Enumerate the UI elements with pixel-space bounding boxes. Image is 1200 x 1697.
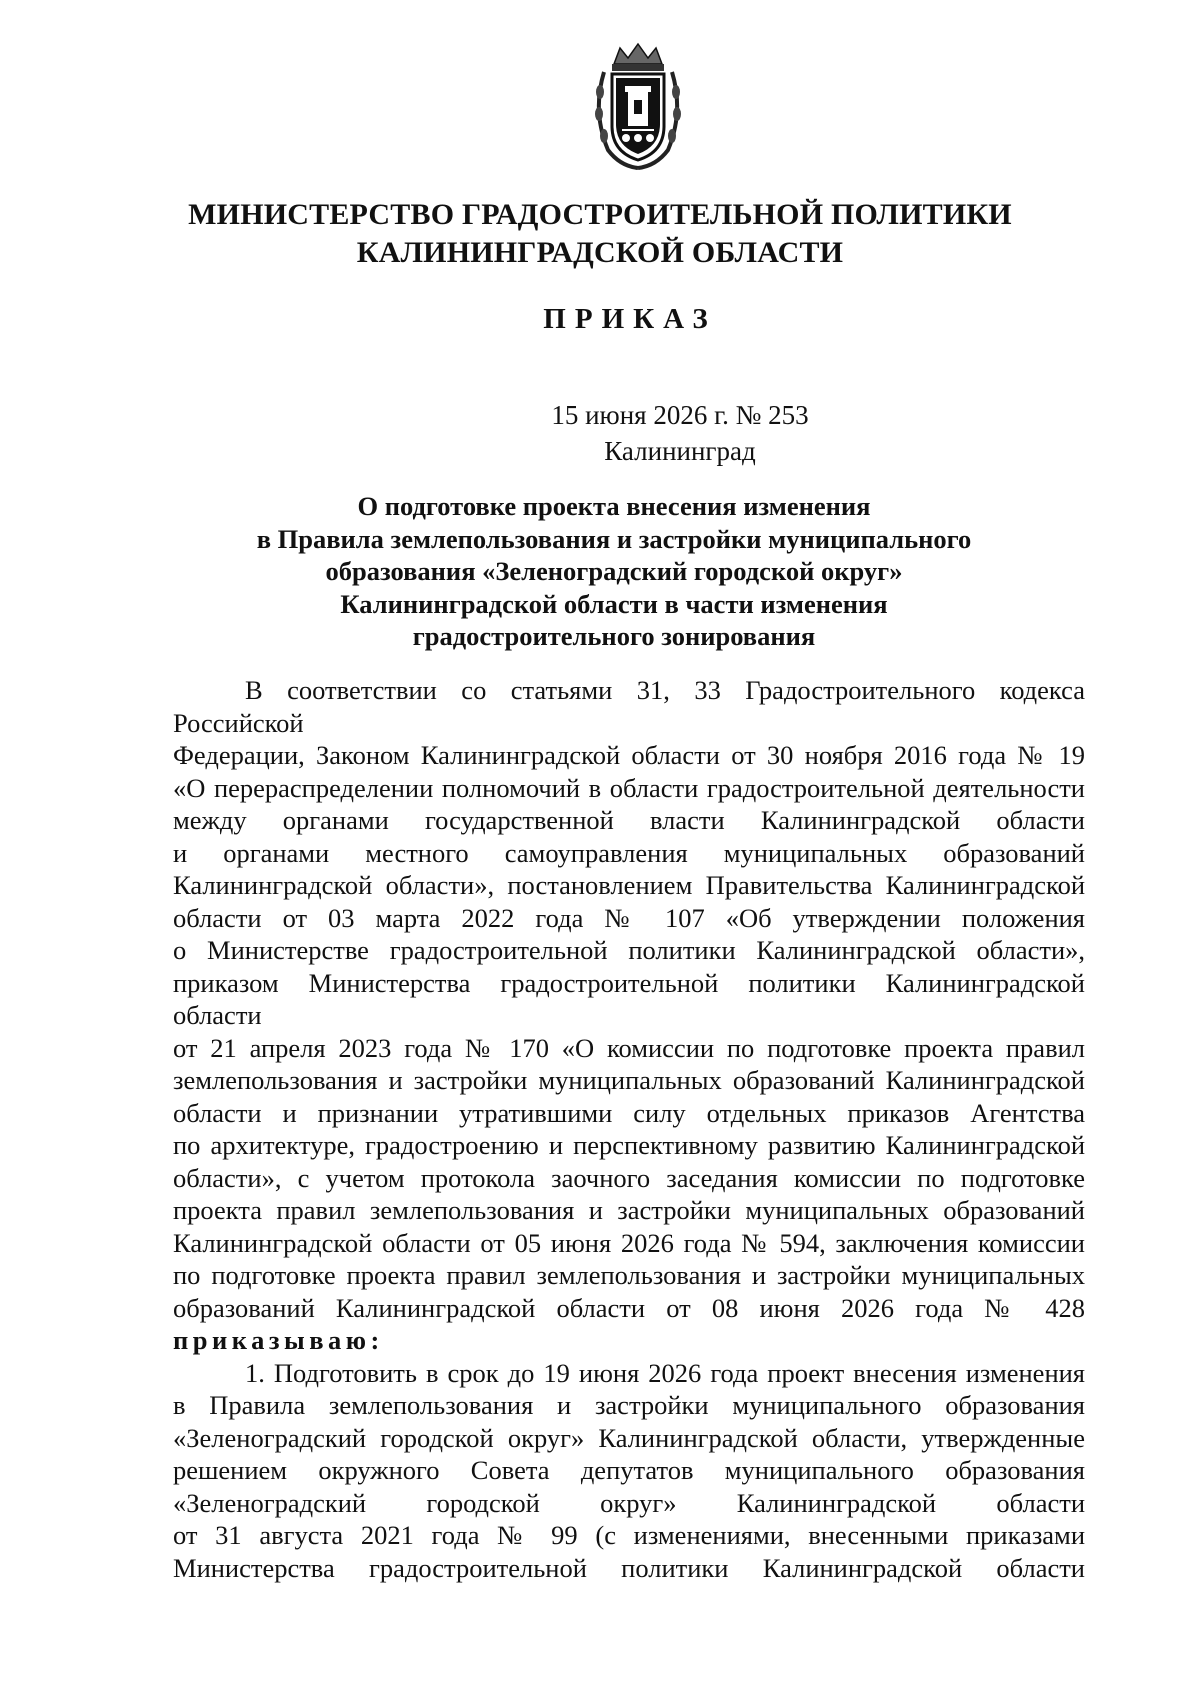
ministry-name (0, 196, 1200, 272)
subject-line: Калининградской области в части изменения (340, 588, 888, 619)
preamble-line: по подготовке проекта правил землепользования и застройки муниципальных (173, 1260, 1085, 1290)
preamble-line: проекта правил землепользования и застройки муниципальных образований (173, 1195, 1085, 1225)
preamble-line: области», с учетом протокола заочного заседания комиссии по подготовке (173, 1162, 1085, 1193)
order-subject (14, 490, 1200, 653)
item1-line: от 31 августа 2021 года № 99 (с изменениями, внесенными приказами (173, 1520, 1085, 1550)
preamble-line: Калининградской области от 05 июня 2026 года № 594, заключения комиссии (173, 1227, 1085, 1258)
item1-line: Министерства градостроительной политики Калининградской области (173, 1552, 1085, 1583)
order-meta (80, 397, 1200, 469)
preamble-line: приказом Министерства градостроительной политики Калининградской области (173, 967, 1085, 1030)
subject-line: в Правила землепользования и застройки муниципального (256, 523, 972, 554)
order-date-number: 15 июня 2026 г. № 253 (551, 400, 809, 430)
preamble-line: по архитектуре, градостроению и перспективному развитию Калининградской (173, 1130, 1085, 1160)
preamble-line: от 21 апреля 2023 года № 170 «О комиссии по подготовке проекта правил (173, 1032, 1085, 1063)
subject-line: градостроительного зонирования (412, 621, 816, 651)
preamble-line: образований Калининградской области от 08 июня 2026 года № 428 (173, 1292, 1085, 1323)
item1-line: «Зеленоградский городской округ» Калининградской области (173, 1487, 1085, 1518)
ministry-name-line2: КАЛИНИНГРАДСКОЙ ОБЛАСТИ (356, 236, 844, 269)
preamble-line: «О перераспределении полномочий в области градостроительной деятельности (173, 772, 1085, 803)
preamble-line: землепользования и застройки муниципальных образований Калининградской (173, 1065, 1085, 1095)
decree-word: приказываю: (173, 1325, 384, 1355)
subject-line: О подготовке проекта внесения изменения (357, 491, 871, 521)
item1-line: в Правила землепользования и застройки муниципального образования (173, 1390, 1085, 1420)
preamble-line: и органами местного самоуправления муниципальных образований (173, 837, 1085, 868)
order-title: ПРИКАЗ (543, 303, 717, 335)
preamble-line: области и признании утратившими силу отдельных приказов Агентства (173, 1097, 1085, 1128)
item1-line: решением окружного Совета депутатов муниципального образования (173, 1455, 1085, 1485)
ministry-name-line1: МИНИСТЕРСТВО ГРАДОСТРОИТЕЛЬНОЙ ПОЛИТИКИ (188, 198, 1012, 231)
order-city: Калининград (604, 436, 756, 466)
preamble-line: между органами государственной власти Калининградской области (173, 805, 1085, 835)
preamble-line: области от 03 марта 2022 года № 107 «Об утверждении положения (173, 902, 1085, 933)
preamble-line: Калининградской области», постановлением Правительства Калининградской (173, 870, 1085, 900)
coat-of-arms-emblem (590, 42, 686, 172)
subject-line: образования «Зеленоградский городской округ» (325, 556, 903, 586)
order-body (173, 674, 1085, 1584)
preamble-line: Федерации, Законом Калининградской области от 30 ноября 2016 года № 19 (173, 740, 1085, 770)
preamble-line: о Министерстве градостроительной политики Калининградской области», (173, 935, 1085, 965)
preamble-line: В соответствии со статьями 31, 33 Градостроительного кодекса Российской (173, 675, 1085, 738)
item1-line: 1. Подготовить в срок до 19 июня 2026 года проект внесения изменения (245, 1357, 1085, 1388)
item1-line: «Зеленоградский городской округ» Калининградской области, утвержденные (173, 1422, 1085, 1453)
